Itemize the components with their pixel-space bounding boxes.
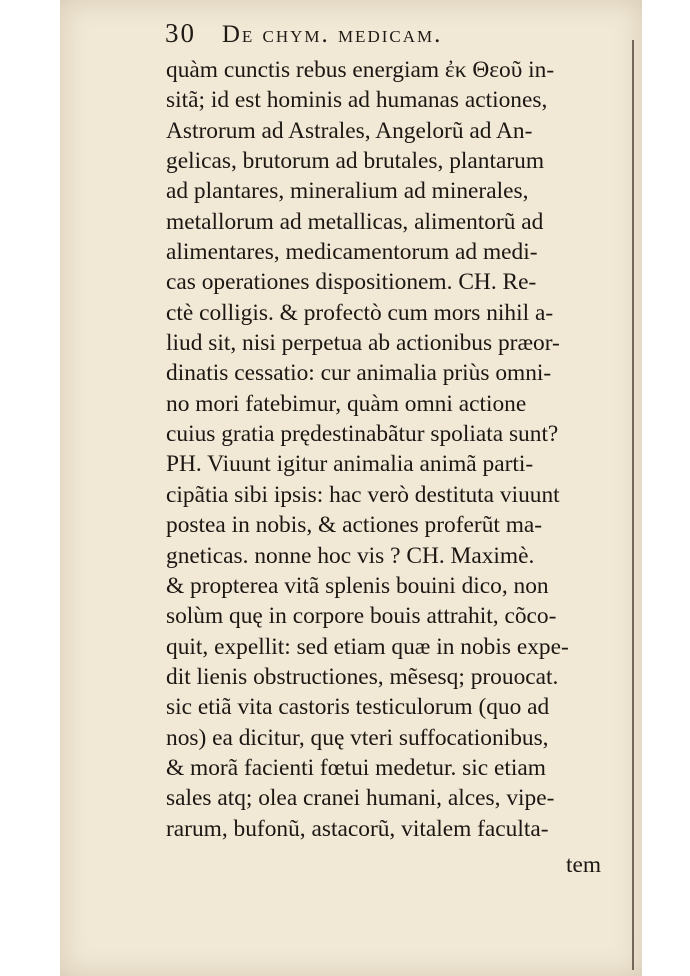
text-line: nos) ea dicitur, quę vteri suffocationibus, bbox=[166, 724, 549, 751]
text-line: metallorum ad metallicas, alimentorũ ad bbox=[166, 208, 544, 235]
text-line: postea in nobis, & actiones proferũt ma- bbox=[166, 512, 543, 539]
text-line: no mori fatebimur, quàm omni actione bbox=[166, 390, 527, 417]
running-title: De chym. medicam. bbox=[222, 21, 443, 48]
text-line: cas operationes dispositionem. CH. Re- bbox=[166, 269, 537, 296]
text-line: quàm cunctis rebus energiam ἐκ Θεοῦ in- bbox=[166, 57, 555, 83]
text-line: sic etiã vita castoris testiculorum (quo ad bbox=[166, 694, 550, 721]
text-line: alimentares, medicamentorum ad medi- bbox=[166, 239, 538, 266]
text-line: sitã; id est hominis ad humanas actiones, bbox=[166, 87, 548, 114]
body-text bbox=[166, 55, 616, 844]
page-gutter-shadow bbox=[632, 40, 634, 970]
text-line: PH. Viuunt igitur animalia animã parti- bbox=[166, 451, 534, 478]
text-line: Astrorum ad Astrales, Angelorũ ad An- bbox=[166, 117, 533, 144]
text-line: dit lienis obstructiones, mẽsesq; prouocat. bbox=[166, 663, 559, 690]
text-line: sales atq; olea cranei humani, alces, vipe- bbox=[166, 785, 555, 812]
text-line: solùm quę in corpore bouis attrahit, cõco- bbox=[166, 603, 557, 630]
text-line: quit, expellit: sed etiam quæ in nobis expe- bbox=[166, 633, 569, 660]
text-line: gneticas. nonne hoc vis ? CH. Maximè. bbox=[166, 542, 535, 569]
text-line: rarum, bufonũ, astacorũ, vitalem faculta- bbox=[166, 815, 549, 842]
text-line: & morã facienti fœtui medetur. sic etiam bbox=[166, 754, 546, 781]
text-line: ctè colligis. & profectò cum mors nihil a- bbox=[166, 299, 554, 326]
text-line: ad plantares, mineralium ad minerales, bbox=[166, 178, 529, 205]
text-line: cuius gratia prędestinabãtur spoliata sunt? bbox=[166, 421, 559, 448]
catchword: tem bbox=[566, 852, 602, 878]
page-number: 30 bbox=[165, 18, 196, 48]
running-header bbox=[165, 18, 565, 58]
text-line: gelicas, brutorum ad brutales, plantarum bbox=[166, 148, 545, 175]
text-line: dinatis cessatio: cur animalia priùs omni- bbox=[166, 360, 552, 387]
text-line: & propterea vitã splenis bouini dico, non bbox=[166, 572, 549, 599]
text-line: cipãtia sibi ipsis: hac verò destituta viuunt bbox=[166, 481, 560, 508]
text-line: liud sit, nisi perpetua ab actionibus præor- bbox=[166, 330, 560, 357]
